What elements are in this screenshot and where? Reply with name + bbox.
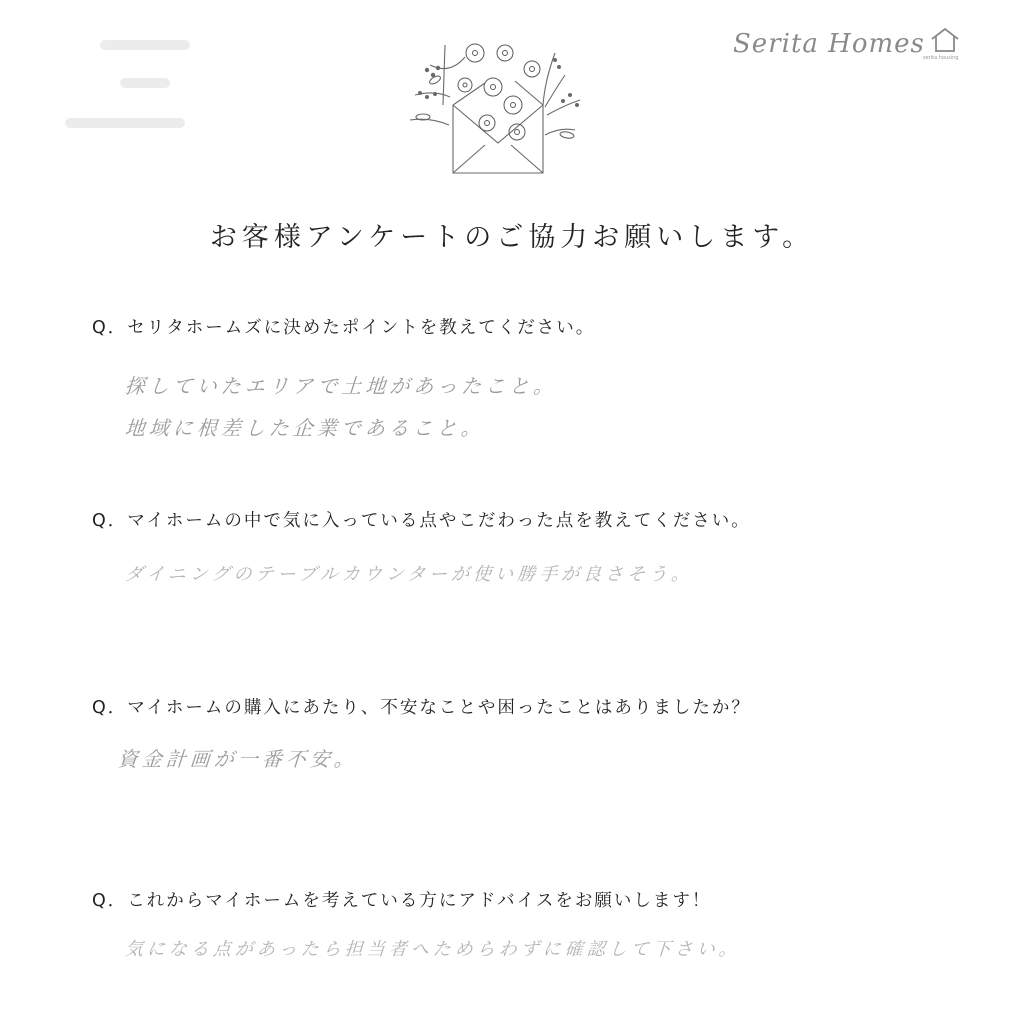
house-outline-icon (928, 27, 962, 53)
answer-3-line-1: 資金計画が一番不安。 (117, 747, 359, 771)
answer-1-line-1: 探していたエリアで土地があったこと。 (124, 374, 559, 398)
question-3: Q．マイホームの購入にあたり、不安なことや困ったことはありましたか？ (92, 698, 751, 718)
faint-bleed-through-marks (60, 30, 200, 150)
envelope-bouquet-illustration (405, 35, 605, 185)
question-2: Q．マイホームの中で気に入っている点やこだわった点を教えてください。 (92, 511, 751, 531)
question-1: Q．セリタホームズに決めたポイントを教えてください。 (92, 318, 596, 338)
serita-homes-logo (733, 25, 973, 75)
answer-1-line-2: 地域に根差した企業であること。 (124, 416, 486, 440)
logo-subtext: serita housing (923, 55, 959, 61)
answer-4-line-1: 気になる点があったら担当者へためらわずに確認して下さい。 (124, 939, 742, 960)
survey-title: お客様アンケートのご協力お願いします。 (209, 222, 815, 253)
answer-2-line-1: ダイニングのテーブルカウンターが使い勝手が良さそう。 (124, 564, 694, 585)
question-4: Q．これからマイホームを考えている方にアドバイスをお願いします！ (92, 891, 712, 911)
logo-text: Serita Homes (733, 29, 925, 59)
